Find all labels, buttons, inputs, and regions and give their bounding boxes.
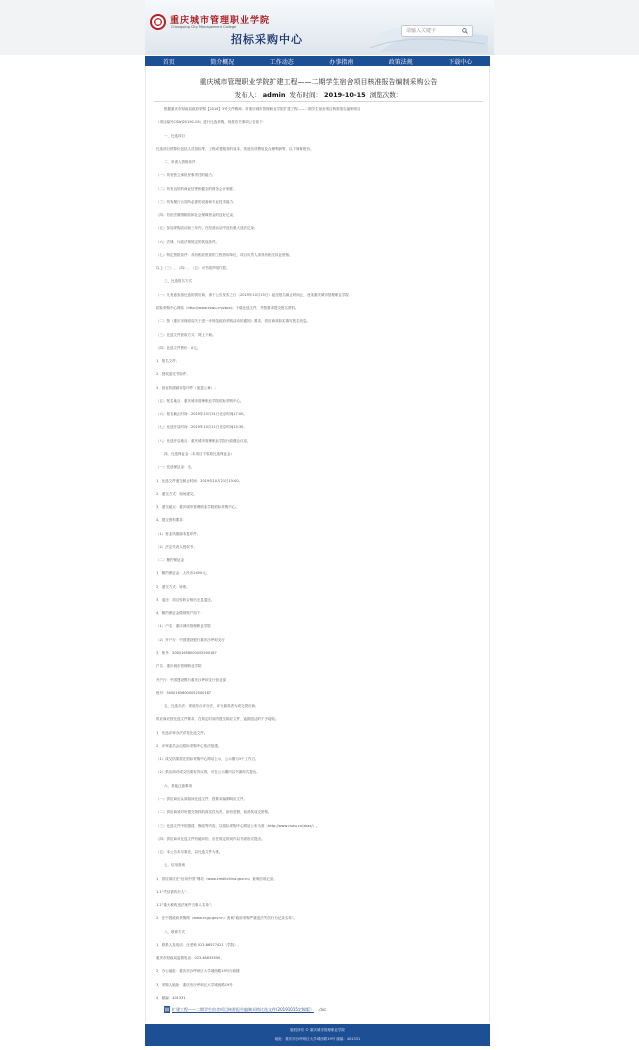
footer-address: 地址：重庆市沙坪坝区大学城西路19号 邮编：401331	[274, 1037, 361, 1041]
body-line: 七、信用查询	[164, 863, 185, 867]
body-line: 2．评审委员会由招标采购中心依法组建。	[156, 744, 222, 748]
body-line: 比选项目预算价包括人员投标等，工程或者服务的成本、其他各项费用及合理利润等，以下简称报价。	[156, 147, 314, 151]
college-emblem-icon[interactable]	[150, 14, 166, 30]
body-line: 1．比选评审办法详见比选文件。	[156, 731, 208, 735]
attachment-extension: .doc	[317, 1007, 327, 1012]
body-line: （一）具有独立承担民事责任的能力；	[156, 173, 216, 177]
body-line: 重庆市财政局监督电话：023-65635550；	[156, 956, 224, 960]
nav-item-home[interactable]: 首页	[162, 58, 175, 66]
body-line: （五）报名地点：重庆城市管理职业学院招标采购中心。	[156, 399, 244, 403]
body-line: 1.1“失信被执行人”；	[156, 890, 190, 894]
site-header	[0, 0, 639, 55]
nav-item-overview[interactable]: 简介概况	[210, 58, 235, 66]
nav-item-policies[interactable]: 政策法规	[388, 58, 413, 66]
site-title: 招标采购中心	[231, 33, 303, 46]
body-line: （五）本公告未尽事宜，以比选文件为准。	[156, 850, 223, 854]
body-line: 开户行：中国建设银行重庆沙坪坝支行营业部	[156, 678, 226, 682]
body-line: （七）比选开启时间：2019年10月21日北京时间15:30。	[156, 425, 247, 429]
body-line: （二）履约保证金	[156, 558, 184, 562]
publish-time-label: 发布时间：	[289, 91, 323, 99]
svg-text:W: W	[164, 1007, 170, 1013]
body-line: （八）比选开启地点：重庆城市管理职业学院行政楼会议室。	[156, 439, 251, 443]
body-line: （2）法定代表人授权书；	[156, 545, 197, 549]
body-line: 3．递交地点：重庆城市管理职业学院招标采购中心。	[156, 505, 239, 509]
view-count-label: 浏览次数：	[369, 91, 403, 99]
body-line: （四）比选文件售价：0元。	[156, 346, 201, 350]
body-line: 1．供应商应在“信用中国”网站（www.creditchina.gov.cn）查询信用记录。	[156, 877, 277, 881]
body-line: 3．账号：50001656000052500187	[156, 651, 217, 655]
body-line: （三）具有履行合同所必需的设备和专业技术能力；	[156, 200, 237, 204]
site-footer	[145, 1024, 490, 1046]
body-line: （二）具有良好的商业信誉和健全的财务会计制度；	[156, 187, 237, 191]
body-line: 2．授权委托书原件；	[156, 372, 190, 376]
body-line: （2）供应商对成交结果有异议的，可在公示期内以书面形式提出。	[156, 770, 260, 774]
article-title: 重庆城市管理职业学院扩建工程——二期学生宿舍项目核准报告编制采购公告	[199, 78, 438, 86]
body-line: （六）法律、行政法规规定的其他条件。	[156, 240, 219, 244]
publish-time-value: 2019-10-15	[324, 91, 366, 99]
body-line: 4．履约保证金缴纳账户如下：	[156, 611, 204, 615]
body-line: （三）比选文件获取方式：网上下载。	[156, 333, 216, 337]
article-body	[146, 66, 491, 1022]
body-line: （一）凡有意参加比选的供应商，请于公告发布之日（2019年10月15日）起至报名截止时间止，登录重庆城市管理职业学院	[156, 293, 349, 297]
body-line: 3．采购人地址：重庆市沙坪坝区大学城西路19号	[156, 983, 233, 987]
body-line: （七）特定资格条件：具有相应资质的工程咨询单位，项目负责人须具有相关执业资格。	[156, 253, 293, 257]
body-line: 1．比选文件递交截止时间：2019年10月21日15:00。	[156, 479, 243, 483]
body-line: 根据重庆市财政局政府采购【2019】3号文件精神，对重庆城市管理职业学院扩建工程——二期学生宿舍项目核准报告编制项目	[164, 107, 361, 111]
body-line: 4．提交资料要求：	[156, 518, 187, 522]
body-line: （三）比选文件中的澄清、修改等内容，以招标采购中心网站公布为准（http://www.cswu.cn/zbzx/）。	[156, 824, 320, 828]
body-line: 1.2“重大税收违法案件当事人名单”；	[156, 903, 215, 907]
body-line: 2．在中国政府采购网（www.ccgp.gov.cn）查询“政府采购严重违法失信行为记录名单”。	[156, 916, 298, 920]
body-line: 2．办公地址：重庆市沙坪坝区大学城西路19号行政楼	[156, 969, 240, 973]
body-line: 3．退还：项目验收合格后无息退还。	[156, 598, 215, 602]
search-input[interactable]	[402, 26, 460, 36]
body-line: 1．报名文件；	[156, 359, 180, 363]
publisher-value: admin	[262, 91, 286, 99]
body-line: （项目编号CSWJ2019C-05）进行比选采购，现将有关事项公告如下：	[156, 120, 267, 124]
body-line: 2．递交方式：转账。	[156, 585, 190, 589]
article-container	[145, 66, 490, 1022]
body-line: （1）户名：重庆城市管理职业学院	[156, 624, 211, 628]
body-line: （二）供应商须对所提交资料的真实性负责，如有虚假，取消其成交资格。	[156, 810, 272, 814]
body-line: （1）成交结果将在招标采购中心网站公示，公示期为3个工作日。	[156, 757, 259, 761]
body-line: 招标采购中心网站（http://www.cswu.cn/zbzx/）下载比选文件，并按要求提交报名资料。	[156, 306, 299, 310]
nav-item-guide[interactable]: 办事指南	[329, 58, 354, 66]
nav-item-downloads[interactable]: 下载中心	[448, 58, 473, 66]
body-line: 1．履约保证金：人民币2400元。	[156, 571, 210, 575]
body-line: 以上（三）、（四）、（五）可书面声明代替。	[156, 266, 230, 270]
body-line: （四）有依法缴纳税收和社会保障资金的良好记录；	[156, 213, 237, 217]
search-box	[401, 25, 473, 37]
body-line: 六、其他注意事项	[164, 784, 192, 788]
body-line: （1）营业执照副本复印件；	[156, 532, 201, 536]
publisher-label: 发布人：	[234, 91, 261, 99]
footer-copyright: 版权所有 © 重庆城市管理职业学院	[290, 1028, 345, 1032]
body-line: 账号：50001656000052500187	[156, 691, 212, 695]
search-icon[interactable]	[460, 26, 470, 36]
attachment-link[interactable]: 扩建工程——二期学生宿舍项目核准报告编制采购比选文件(20191015定稿版）	[172, 1006, 314, 1012]
body-line: （一）供应商应认真阅读比选文件，按要求编制响应文件。	[156, 797, 247, 801]
body-line: 供应商应按比选文件要求，在规定时间内提交响应文件，逾期送达的不予接收。	[156, 717, 279, 721]
nav-item-news[interactable]: 工作动态	[269, 58, 294, 66]
word-document-icon	[164, 1006, 170, 1013]
body-line: （五）参加采购活动前三年内，在经营活动中没有重大违法记录；	[156, 226, 258, 230]
body-line: （六）报名截止时间：2019年10月21日北京时间17:00。	[156, 412, 247, 416]
college-name-english: Chongqing City Management College	[171, 25, 237, 29]
body-line: 3．营业执照副本复印件（加盖公章）；	[156, 386, 218, 390]
body-line: （四）供应商对比选文件有疑问的，应在规定时间内以书面形式提出。	[156, 837, 265, 841]
body-line: （二）按《重庆市财政局关于进一步规范政府采购活动的通知》要求，供应商须如实填写报名信息。	[156, 319, 310, 323]
body-line: 八、联系方式	[164, 930, 185, 934]
body-line: 4．邮编：401331	[156, 996, 186, 1000]
body-line: （2）开户行：中国建设银行重庆沙坪坝支行	[156, 638, 225, 642]
body-line: 一、比选项目	[164, 134, 185, 138]
body-line: 二、申请人资格条件	[164, 160, 196, 164]
body-line: 2．递交方式：现场递交。	[156, 492, 197, 496]
body-line: 四、比选保证金（本项目不收取比选保证金）	[164, 452, 234, 456]
attachment-row	[164, 1006, 326, 1013]
college-name-logo[interactable]: 重庆城市管理职业学院	[170, 16, 271, 26]
body-line: （一）比选保证金：无。	[156, 465, 195, 469]
main-nav	[145, 56, 490, 66]
body-line: 户名：重庆城市管理职业学院	[156, 664, 202, 668]
body-line: 五、比选办法：采用综合评分法，评分最高者为成交供应商。	[164, 704, 259, 708]
body-line: 三、比选报名方式	[164, 279, 192, 283]
body-line: 1．联系人及电话：汪老师 023-86577421（学院）；	[156, 943, 242, 947]
